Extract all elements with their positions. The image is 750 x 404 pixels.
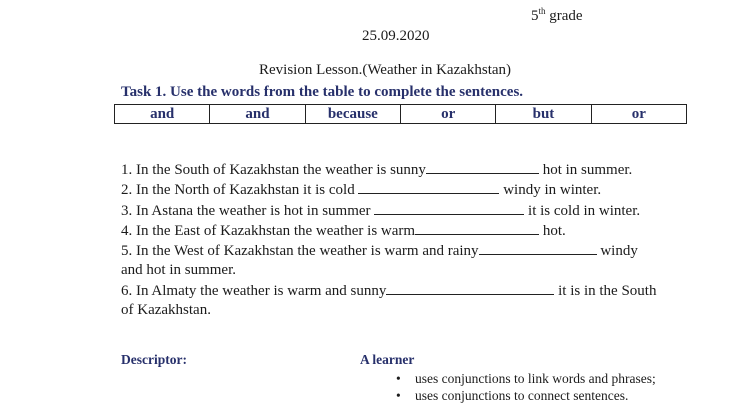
bullet-icon: • bbox=[396, 388, 401, 403]
word-table-row bbox=[115, 105, 687, 124]
sentence-text: 6. In Almaty the weather is warm and sunny bbox=[121, 282, 387, 299]
sentence-text: it is cold in winter. bbox=[524, 202, 641, 219]
word-cell: and bbox=[115, 105, 210, 124]
word-cell: and bbox=[210, 105, 305, 124]
sentence-5 bbox=[121, 241, 661, 281]
answer-blank[interactable] bbox=[426, 160, 539, 174]
sentence-6 bbox=[121, 281, 661, 321]
task-title: Task 1. Use the words from the table to complete the sentences. bbox=[121, 84, 524, 100]
descriptor-text: uses conjunctions to connect sentences. bbox=[415, 388, 629, 403]
word-cell: because bbox=[305, 105, 400, 124]
answer-blank[interactable] bbox=[374, 201, 524, 215]
sentence-1 bbox=[121, 160, 661, 180]
descriptor-item bbox=[396, 387, 656, 404]
sentence-2 bbox=[121, 180, 661, 200]
descriptor-label: Descriptor: bbox=[121, 352, 187, 367]
descriptor-text: uses conjunctions to link words and phrases; bbox=[415, 371, 656, 386]
sentence-text: hot in summer. bbox=[538, 162, 633, 178]
sentence-3 bbox=[121, 201, 661, 221]
sentence-text: 2. In the North of Kazakhstan it is cold bbox=[121, 182, 359, 199]
sentence-text: 5. In the West of Kazakhstan the weather is warm and rainy bbox=[121, 243, 479, 260]
sentence-text: it is in the South of Kazakhstan. bbox=[121, 282, 657, 319]
sentence-text: windy in winter. bbox=[499, 182, 602, 199]
answer-blank[interactable] bbox=[415, 221, 539, 235]
sentence-list bbox=[121, 160, 661, 320]
descriptor-item bbox=[396, 370, 656, 387]
lesson-title: Revision Lesson.(Weather in Kazakhstan) bbox=[259, 62, 512, 78]
answer-blank[interactable] bbox=[479, 241, 597, 255]
sentence-text: 3. In Astana the weather is hot in summer bbox=[121, 202, 375, 219]
word-cell: or bbox=[400, 105, 495, 124]
word-cell: but bbox=[496, 105, 591, 124]
answer-blank[interactable] bbox=[358, 180, 499, 194]
grade-word: grade bbox=[549, 8, 583, 24]
sentence-text: 1. In the South of Kazakhstan the weather is sunny bbox=[121, 162, 426, 178]
grade-label bbox=[531, 6, 583, 25]
sentence-text: hot. bbox=[539, 222, 566, 239]
grade-suffix: th bbox=[538, 6, 546, 16]
answer-blank[interactable] bbox=[386, 281, 554, 295]
word-cell: or bbox=[591, 105, 686, 124]
bullet-icon: • bbox=[396, 371, 401, 386]
learner-label: A learner bbox=[360, 352, 415, 367]
grade-number: 5 bbox=[531, 8, 539, 24]
word-table bbox=[114, 104, 687, 124]
sentence-text: 4. In the East of Kazakhstan the weather is warm bbox=[121, 222, 416, 239]
descriptor-list bbox=[396, 370, 656, 404]
sentence-4 bbox=[121, 221, 661, 241]
sentence-text: windy and hot in summer. bbox=[121, 243, 638, 279]
date: 25.09.2020 bbox=[362, 28, 430, 44]
